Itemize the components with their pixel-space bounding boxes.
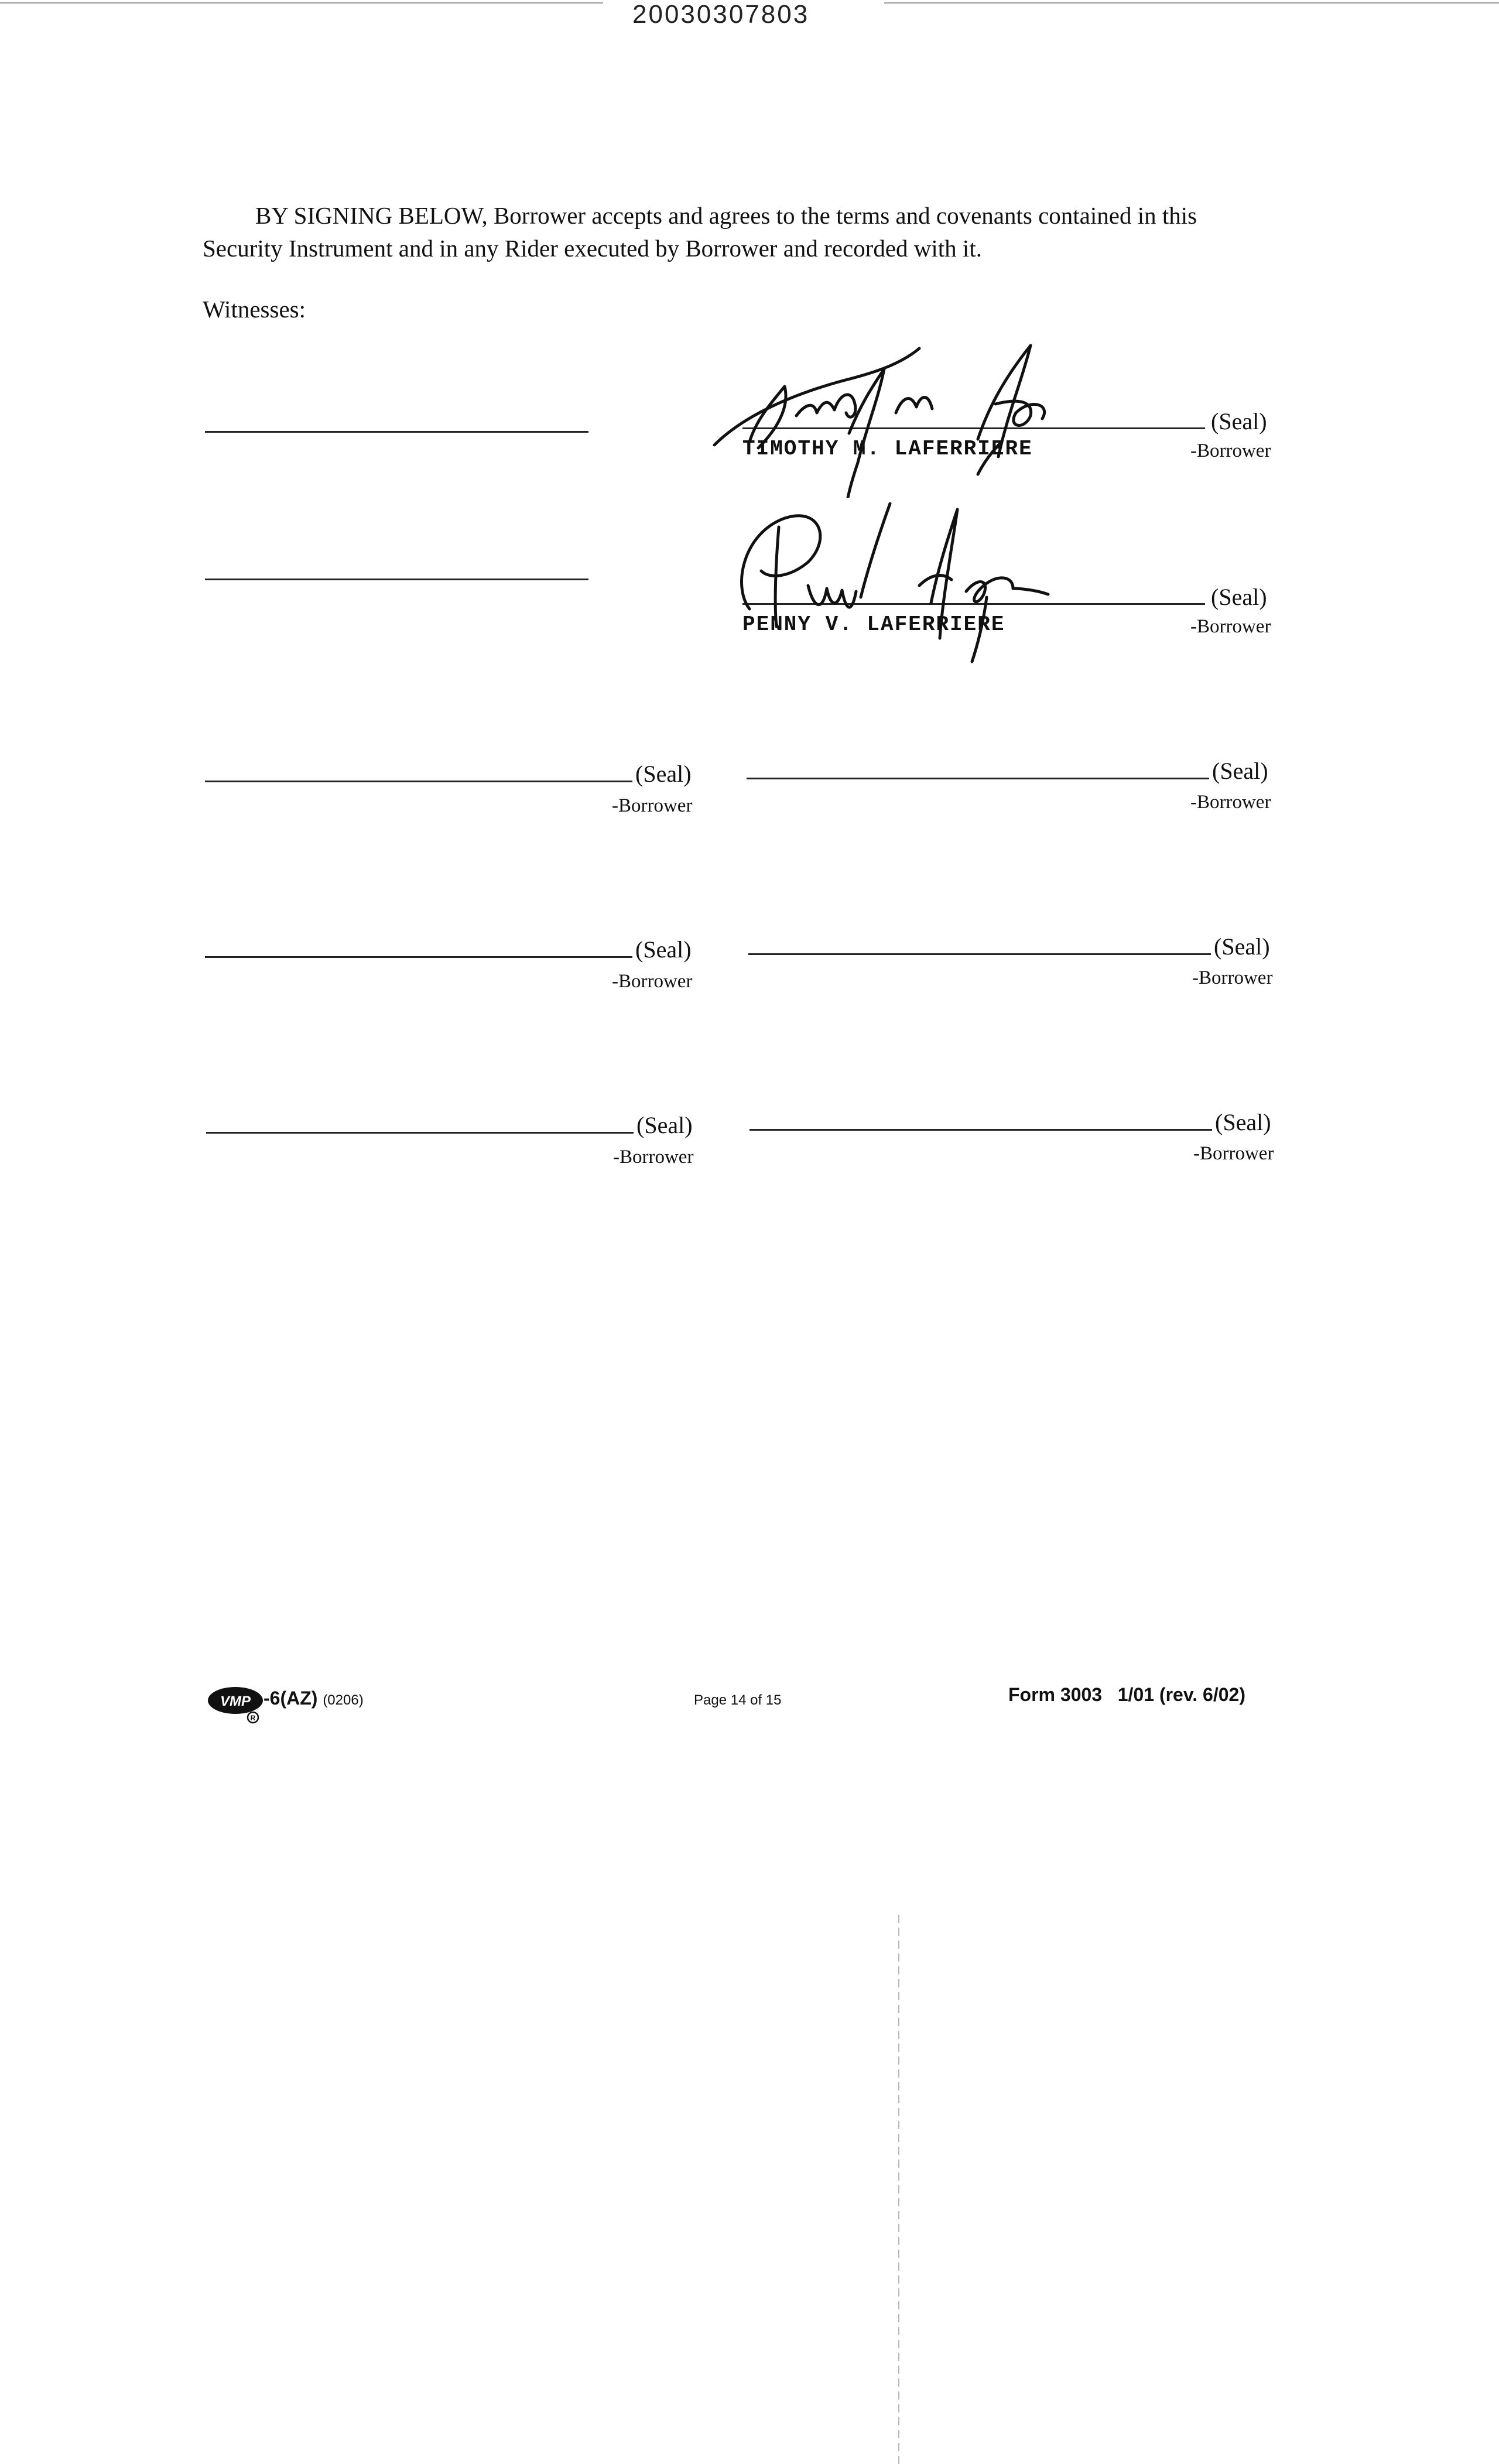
- document-number: 20030307803: [632, 0, 810, 29]
- borrower-slot-7-line: [206, 1132, 634, 1134]
- form-number: Form 3003 1/01 (rev. 6/02): [1008, 1684, 1245, 1705]
- borrower-slot-6-seal: (Seal): [1214, 933, 1270, 960]
- borrower-slot-3-seal: (Seal): [635, 761, 692, 787]
- borrower-slot-8-seal: (Seal): [1215, 1109, 1271, 1135]
- borrower-2-role: -Borrower: [1190, 616, 1271, 637]
- borrower-slot-3-role: -Borrower: [612, 795, 693, 816]
- borrower-1-typed-name: TIMOTHY M. LAFERRIERE: [742, 437, 1033, 461]
- borrower-slot-6-role: -Borrower: [1192, 967, 1273, 988]
- borrower-slot-8-line: [750, 1129, 1212, 1131]
- borrower-slot-4-line: [747, 778, 1209, 779]
- borrower-2-signature: [720, 492, 1083, 668]
- borrower-slot-4-role: -Borrower: [1190, 792, 1271, 813]
- form-code-main: -6(AZ): [263, 1688, 318, 1709]
- form-code: [263, 1688, 364, 1709]
- form-code-date: (0206): [323, 1692, 364, 1708]
- borrower-slot-7-role: -Borrower: [613, 1147, 694, 1168]
- borrower-1-seal: (Seal): [1211, 408, 1267, 434]
- page-number: Page 14 of 15: [694, 1692, 782, 1708]
- witnesses-label: Witnesses:: [203, 296, 306, 323]
- borrower-1-role: -Borrower: [1190, 440, 1271, 461]
- borrower-slot-5-seal: (Seal): [635, 936, 692, 963]
- borrower-slot-6-line: [748, 953, 1211, 955]
- witness-line-1: [205, 431, 588, 433]
- svg-text:R: R: [250, 1714, 256, 1722]
- borrower-slot-7-seal: (Seal): [636, 1112, 693, 1138]
- header-rule-right: [884, 2, 1499, 4]
- borrower-slot-4-seal: (Seal): [1212, 758, 1268, 784]
- vmp-logo-text: VMP: [220, 1693, 251, 1709]
- vmp-logo: [206, 1684, 271, 1725]
- borrower-2-seal: (Seal): [1211, 584, 1267, 610]
- signing-statement: BY SIGNING BELOW, Borrower accepts and agrees to the terms and covenants contained in this Security Instrument and in any Rider executed by Borrower and recorded with it.: [203, 202, 1197, 262]
- witness-line-2: [205, 579, 588, 580]
- borrower-slot-5-role: -Borrower: [612, 971, 693, 992]
- borrower-slot-3-line: [205, 781, 632, 782]
- borrower-slot-8-role: -Borrower: [1193, 1143, 1274, 1164]
- borrower-slot-5-line: [205, 956, 632, 958]
- scan-artifact-line: [898, 1915, 899, 2464]
- borrower-1-signature: [703, 334, 1113, 498]
- borrower-2-typed-name: PENNY V. LAFERRIERE: [742, 612, 1005, 636]
- header-rule-left: [0, 2, 603, 4]
